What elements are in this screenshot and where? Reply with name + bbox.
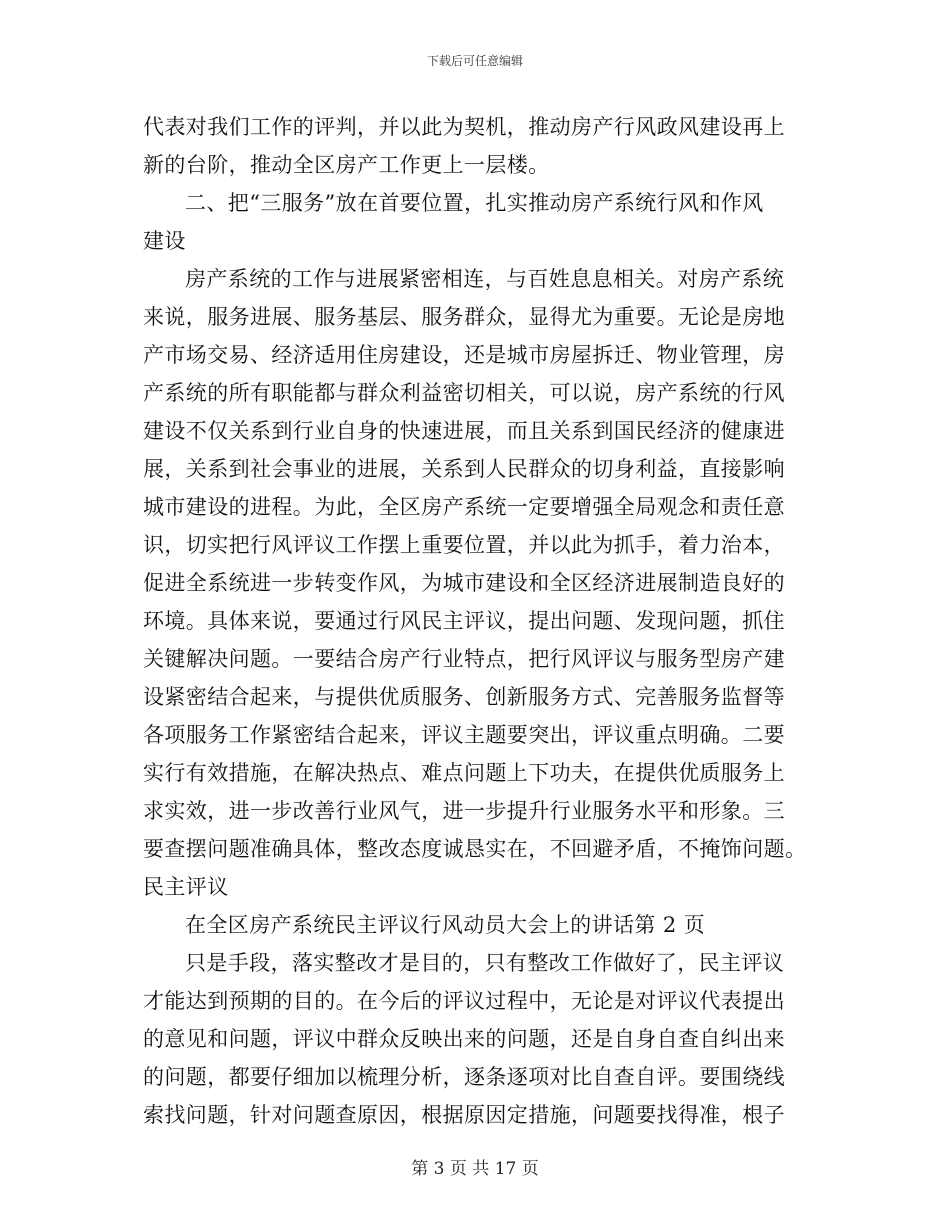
text-line: 展，关系到社会事业的进展，关系到人民群众的切身利益，直接影响 [143, 457, 785, 481]
text-line: 建设 [143, 229, 186, 253]
text-line: 民主评议 [143, 875, 229, 899]
text-line: 实行有效措施，在解决热点、难点问题上下功夫，在提供优质服务上 [143, 761, 785, 785]
text-line: 要查摆问题准确具体，整改态度诚恳实在，不回避矛盾，不掩饰问题。 [143, 837, 807, 861]
document-body [143, 108, 807, 1134]
text-line: 二、把“三服务”放在首要位置，扎实推动房产系统行风和作风 [185, 191, 764, 215]
text-line: 产系统的所有职能都与群众利益密切相关，可以说，房产系统的行风 [143, 381, 785, 405]
text-line: 房产系统的工作与进展紧密相连，与百姓息息相关。对房产系统 [185, 267, 785, 291]
page-footer-page-number: 第 3 页 共 17 页 [411, 1159, 539, 1179]
text-line: 的问题，都要仔细加以梳理分析，逐条逐项对比自查自评。要围绕线 [143, 1065, 785, 1089]
text-line: 关键解决问题。一要结合房产行业特点，把行风评议与服务型房产建 [143, 647, 785, 671]
text-line: 建设不仅关系到行业自身的快速进展，而且关系到国民经济的健康进 [143, 419, 785, 443]
text-line: 求实效，进一步改善行业风气，进一步提升行业服务水平和形象。三 [143, 799, 785, 823]
text-line: 只是手段，落实整改才是目的，只有整改工作做好了，民主评议 [185, 951, 785, 975]
text-line: 产市场交易、经济适用住房建设，还是城市房屋拆迁、物业管理，房 [143, 343, 785, 367]
text-line: 设紧密结合起来，与提供优质服务、创新服务方式、完善服务监督等 [143, 685, 785, 709]
page-header: 下载后可任意编辑 [426, 54, 523, 68]
text-line: 城市建设的进程。为此，全区房产系统一定要增强全局观念和责任意 [143, 495, 785, 519]
text-line: 促进全系统进一步转变作风，为城市建设和全区经济进展制造良好的 [143, 571, 785, 595]
text-line: 来说，服务进展、服务基层、服务群众，显得尤为重要。无论是房地 [143, 305, 785, 329]
text-line: 才能达到预期的目的。在今后的评议过程中，无论是对评议代表提出 [143, 989, 785, 1013]
text-line: 环境。具体来说，要通过行风民主评议，提出问题、发现问题，抓住 [143, 609, 785, 633]
text-line: 代表对我们工作的评判，并以此为契机，推动房产行风政风建设再上 [143, 115, 785, 139]
text-line: 识，切实把行风评议工作摆上重要位置，并以此为抓手，着力治本， [143, 533, 785, 557]
text-line: 的意见和问题，评议中群众反映出来的问题，还是自身自查自纠出来 [143, 1027, 785, 1051]
text-line: 在全区房产系统民主评议行风动员大会上的讲话第 2 页 [185, 913, 706, 937]
text-line: 索找问题，针对问题查原因，根据原因定措施，问题要找得准，根子 [143, 1103, 785, 1127]
text-line: 各项服务工作紧密结合起来，评议主题要突出，评议重点明确。二要 [143, 723, 785, 747]
text-line: 新的台阶，推动全区房产工作更上一层楼。 [143, 153, 550, 177]
